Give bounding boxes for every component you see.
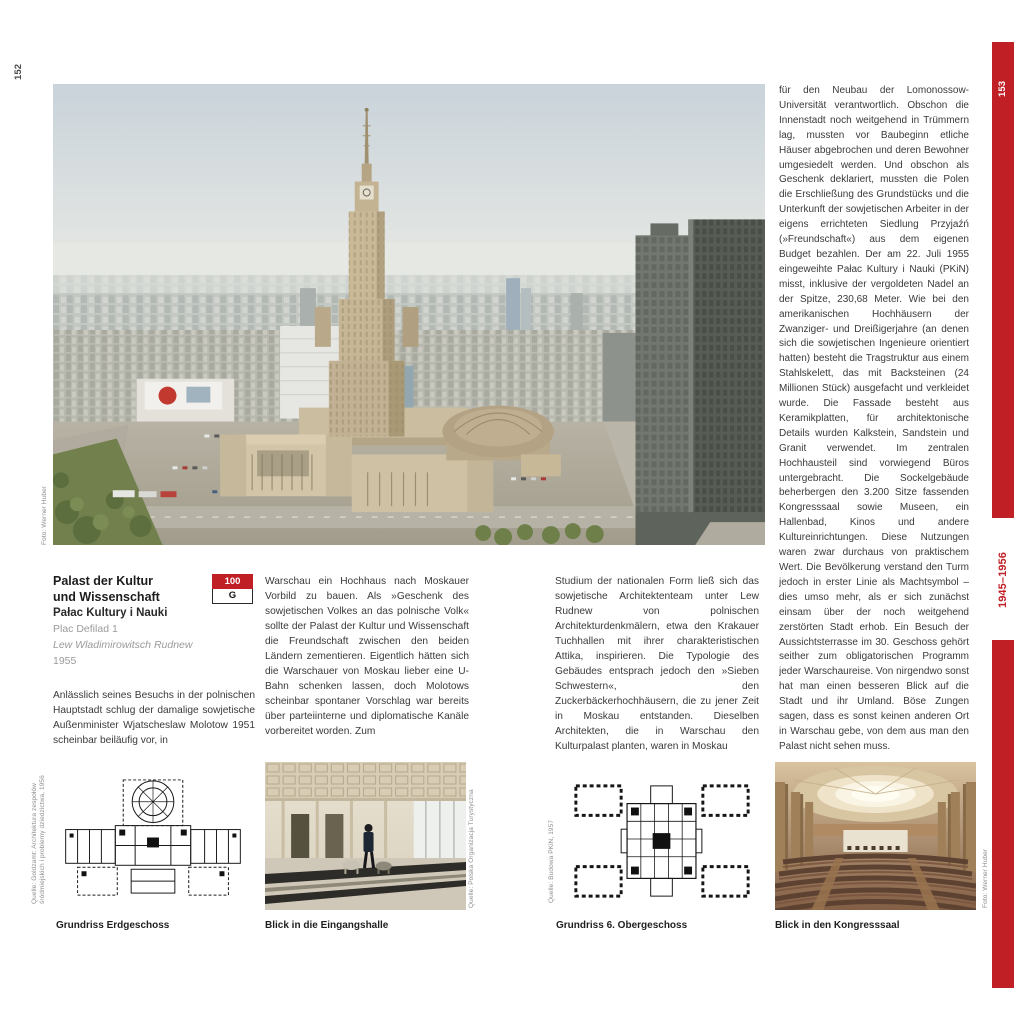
- map-reference-badge: [212, 574, 253, 604]
- body-column-4: für den Neubau der Lomonossow-Universität verantwortlich. Obschon die Innenstadt noch weitgehend in Trümmern lag, mussten vor Baubeginn etliche Häuser abgebrochen und deren Bewohner umgesiedelt werden. Und obschon als Geschenk deklariert, mussten die Polen die Erschließung des Grundstücks und die Unterkunft der sowjetischen Arbeiter in der eigens errichteten Siedlung Przyjaźń (»Freundschaft«) aus dem eigenen Budget bezahlen. Der am 22. Juli 1955 eingeweihte Pałac Kultury i Nauki (PKiN) misst, inklusive der vergoldeten Nadel an der Spitze, 230,68 Meter. Wie bei den amerikanischen Hochhäusern der Zwanziger- und Dreißigerjahre (an denen sich die sowjetischen Ingenieure orientiert hatten) besteht die Tragstruktur aus einem Stahlskelett, das mit Backsteinen (24 Millionen Stück) ausgefacht und verkleidet wurde. Die Fassade besteht aus Keramikplatten, für architektonische Details wurden Kalkstein, Sandstein und Granit verwendet. Im zentralen Hochhausteil sind vorwiegend Büros untergebracht. Die Sockelgebäude beherbergen den 3.200 Sitze fassenden Kongresssaal sowie Museen, ein Hallenbad, Kinos und andere Kultureinrichtungen. Diese Nutzungen waren zwar durchaus von praktischem Wert. Die Bevölkerung verstand den Turm jedoch in erster Linie als Machtsymbol – dies umso mehr, als er sich zunächst einsam über der noch weitgehend zerstörten Stadt erhob. Ein Besuch der Aussichtsterrasse im 30. Geschoss gehört seither zum obligatorischen Programm jeder Warschaureise. Von nirgendwo sonst hat man einen besseren Blick auf die Stadt und ihr Umland. Böse Zungen sagen, dass es sonst keinen anderen Ort in Warschau gebe, von dem aus man den Palast nicht sehen muss.: [779, 85, 969, 750]
- chapter-tab-bar-top: [992, 42, 1014, 518]
- entry-architect: Lew Wladimirowitsch Rudnew: [53, 639, 193, 651]
- chapter-tab-label: 1945–1956: [997, 552, 1009, 608]
- body-column-3: Studium der nationalen Form ließ sich das sowjetische Architektenteam unter Lew Rudnew von polnischen Architekturdenkmälern, etwa den Krakauer Tuchhallen mit ihrer charakteristischen Attika, inspirieren. Die Typologie des Gebäudes entsprach jedoch den »Sieben Schwestern«, den Zuckerbäckerhochhäusern, die zu jener Zeit in Moskau entstanden. Dieselben Architekten, die in Warschau den Kulturpalast planten, waren in Moskau: [555, 576, 759, 752]
- entrance-hall-illustration: [265, 762, 466, 910]
- sixth-floor-plan-drawing: [564, 778, 760, 904]
- plan-sixth-caption: Grundriss 6. Obergeschoss: [556, 920, 688, 931]
- entrance-hall-credit: Quelle: Polska Organizacja Turystyczna: [468, 789, 475, 908]
- plan-ground-caption: Grundriss Erdgeschoss: [56, 920, 170, 931]
- entry-title-polish: Pałac Kultury i Nauki: [53, 607, 168, 619]
- plan-ground-credit-line2: śródmiejskich i problemy dziedzictwa, 1956: [39, 775, 46, 904]
- entry-title-block: [53, 573, 213, 669]
- congress-hall-caption: Blick in den Kongresssaal: [775, 920, 900, 931]
- aerial-photo-illustration: [53, 84, 765, 545]
- map-badge-number: 100: [212, 574, 253, 589]
- figure-entrance-hall-photo: [265, 762, 466, 910]
- congress-hall-credit: Foto: Werner Huber: [982, 848, 989, 908]
- entry-address: Plac Defilad 1: [53, 623, 118, 635]
- body-column-2: Warschau ein Hochhaus nach Moskauer Vorbild zu bauen. Als »Geschenk des sowjetischen Volkes an das polnische Volk« sollte der Palast der Kultur und Wissenschaft die Freundschaft zwischen den beiden Ländern zementieren. Eigentlich hätten sich die Warschauer von Moskau lieber eine U-Bahn schenken lassen, doch Molotows scheinbar spontaner Vorschlag war bereits über parteiinterne und diplomatische Kanäle vorbereitet worden. Zum: [265, 576, 469, 737]
- main-photo-credit: Foto: Werner Huber: [41, 485, 48, 545]
- plan-ground-credit-line1: Quelle: Goldzamt: Architektura zespołów: [31, 783, 38, 904]
- page-number-left: 152: [13, 63, 24, 80]
- plan-sixth-credit: Quelle: Budowa PKiN, 1957: [548, 819, 555, 903]
- entry-year: 1955: [53, 655, 77, 667]
- ground-floor-plan-drawing: [56, 772, 250, 904]
- page-number-right: 153: [997, 80, 1008, 97]
- figure-plan-sixth-floor: [564, 778, 760, 904]
- body-column-1: Anlässlich seines Besuchs in der polnischen Hauptstadt schlug der damalige sowjetische Außenminister Wjatscheslaw Molotow 1951 scheinbar beiläufig vor, in: [53, 690, 255, 746]
- map-badge-grid: G: [212, 589, 253, 604]
- entry-title-line1: Palast der Kultur: [53, 574, 154, 588]
- figure-plan-ground-floor: [56, 772, 250, 904]
- entry-title-line2: und Wissenschaft: [53, 590, 160, 604]
- entrance-hall-caption: Blick in die Eingangshalle: [265, 920, 389, 931]
- congress-hall-illustration: [775, 762, 976, 910]
- figure-congress-hall-photo: [775, 762, 976, 910]
- chapter-tab-bar-bottom: [992, 640, 1014, 988]
- main-photo-aerial-warsaw: [53, 84, 765, 545]
